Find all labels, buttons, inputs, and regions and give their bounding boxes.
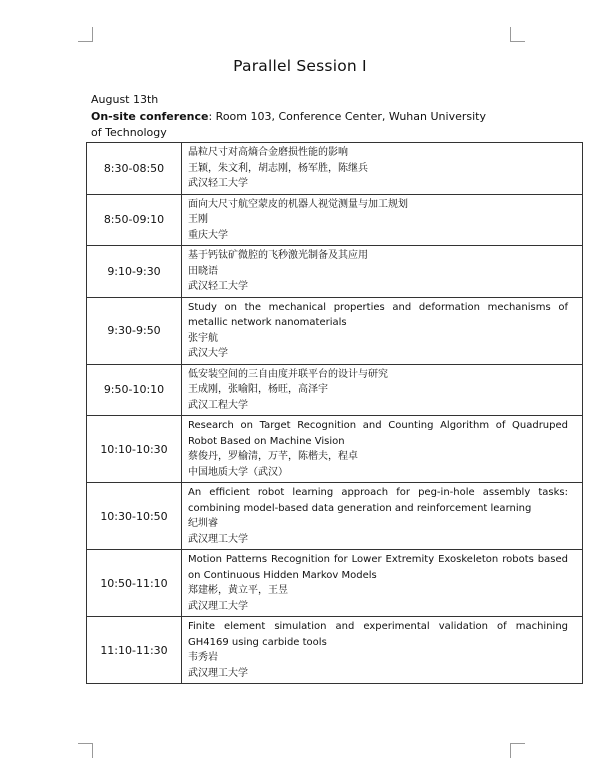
- talk-title: 晶粒尺寸对高熵合金磨损性能的影响: [188, 147, 348, 158]
- time-slot: 10:50-11:10: [87, 550, 182, 617]
- venue-label: On-site conference: [91, 110, 209, 123]
- talk-affiliation: 武汉轻工大学: [188, 281, 248, 292]
- talk-info: [182, 483, 583, 550]
- talk-authors: 王刚: [188, 214, 208, 225]
- talk-title: 面向大尺寸航空蒙皮的机器人视觉测量与加工规划: [188, 198, 408, 210]
- talk-title: Study on the mechanical properties and deformation mechanisms of metallic network nanomaterials: [188, 301, 568, 328]
- talk-authors: 纪圳睿: [188, 518, 218, 529]
- venue-text: : Room 103, Conference Center, Wuhan University of Technology: [91, 110, 486, 139]
- talk-authors: 郑建彬，黄立平，王昱: [188, 585, 288, 596]
- talk-title: Motion Patterns Recognition for Lower Extremity Exoskeleton robots based on Continuous Hidden Markov Models: [188, 554, 568, 581]
- talk-affiliation: 武汉轻工大学: [188, 178, 248, 189]
- talk-info: [182, 617, 583, 684]
- time-slot: 9:50-10:10: [87, 364, 182, 416]
- schedule-row: [87, 483, 583, 550]
- talk-affiliation: 重庆大学: [188, 229, 228, 241]
- talk-title: 低安装空间的三自由度并联平台的设计与研究: [188, 368, 388, 380]
- talk-info: [182, 194, 583, 246]
- venue: [91, 109, 491, 141]
- talk-authors: 张宇航: [188, 332, 218, 344]
- time-slot: 9:30-9:50: [87, 297, 182, 364]
- talk-affiliation: 武汉理工大学: [188, 533, 248, 545]
- talk-info: [182, 297, 583, 364]
- schedule-row: [87, 364, 583, 416]
- schedule-row: [87, 194, 583, 246]
- crop-mark-bottom-left: [78, 743, 93, 758]
- talk-info: [182, 143, 583, 195]
- crop-mark-top-right: [510, 27, 525, 42]
- crop-mark-top-left: [78, 27, 93, 42]
- talk-affiliation: 武汉大学: [188, 348, 228, 359]
- talk-authors: 王成刚，张喻阳，杨旺，高泽宇: [188, 384, 328, 395]
- session-title: Parallel Session I: [233, 57, 367, 75]
- schedule-row: [87, 246, 583, 298]
- time-slot: 8:50-09:10: [87, 194, 182, 246]
- talk-info: [182, 364, 583, 416]
- schedule-row: [87, 143, 583, 195]
- time-slot: 8:30-08:50: [87, 143, 182, 195]
- time-slot: 10:10-10:30: [87, 416, 182, 483]
- schedule-row: [87, 416, 583, 483]
- crop-mark-bottom-right: [510, 743, 525, 758]
- time-slot: 11:10-11:30: [87, 617, 182, 684]
- talk-title: Research on Target Recognition and Counting Algorithm of Quadruped Robot Based on Machine Vision: [188, 420, 568, 447]
- talk-affiliation: 中国地质大学（武汉）: [188, 466, 288, 478]
- time-slot: 10:30-10:50: [87, 483, 182, 550]
- time-slot: 9:10-9:30: [87, 246, 182, 298]
- talk-affiliation: 武汉理工大学: [188, 667, 248, 679]
- schedule-row: [87, 617, 583, 684]
- schedule-table: [86, 142, 583, 684]
- talk-info: [182, 550, 583, 617]
- talk-info: [182, 416, 583, 483]
- talk-title: 基于钙钛矿微腔的飞秒激光制备及其应用: [188, 250, 368, 261]
- talk-authors: 韦秀岩: [188, 652, 218, 663]
- talk-affiliation: 武汉理工大学: [188, 600, 248, 612]
- schedule-row: [87, 550, 583, 617]
- schedule-row: [87, 297, 583, 364]
- talk-affiliation: 武汉工程大学: [188, 399, 248, 411]
- talk-authors: 田晓语: [188, 265, 218, 277]
- talk-title: An efficient robot learning approach for peg-in-hole assembly tasks: combining model-based data generation and reinforcement learning: [188, 487, 568, 514]
- talk-info: [182, 246, 583, 298]
- talk-title: Finite element simulation and experimental validation of machining GH4169 using carbide tools: [188, 621, 568, 648]
- session-date: August 13th: [91, 93, 159, 106]
- talk-authors: 蔡俊丹，罗榆清，万芊，陈楷夫，程卓: [188, 451, 358, 462]
- talk-authors: 王颖，朱文利，胡志刚，杨军胜，陈继兵: [188, 162, 368, 174]
